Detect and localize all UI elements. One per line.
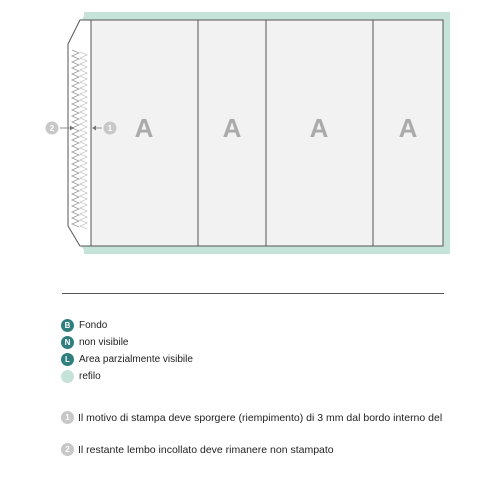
note-1-badge: 1 [61, 411, 74, 424]
legend-badge-b: B [61, 319, 74, 332]
panel-letter-2: A [222, 113, 242, 143]
legend-label: refilo [79, 371, 101, 382]
legend-item-non-visibile [61, 334, 193, 351]
legend-item-fondo [61, 317, 193, 334]
legend-label: Area parzialmente visibile [79, 354, 193, 365]
note-1-text: Il motivo di stampa deve sporgere (riempimento) di 3 mm dal bordo interno del [78, 411, 443, 424]
callout-2-number: 2 [49, 124, 55, 133]
legend-swatch-refilo [61, 370, 74, 383]
legend-badge-l: L [61, 353, 74, 366]
note-2 [61, 443, 334, 456]
legend-label: Fondo [79, 320, 108, 331]
panel-letter-4: A [398, 113, 418, 143]
panel-letter-3: A [309, 113, 329, 143]
panel-letter-1: A [134, 113, 154, 143]
section-divider [62, 293, 444, 294]
note-2-text: Il restante lembo incollato deve rimanere non stampato [78, 443, 334, 456]
callout-1-number: 1 [107, 124, 113, 133]
note-2-badge: 2 [61, 443, 74, 456]
legend-item-area-parzialmente-visibile [61, 351, 193, 368]
legend-item-refilo [61, 368, 193, 385]
legend-badge-n: N [61, 336, 74, 349]
legend [61, 317, 193, 385]
legend-label: non visibile [79, 337, 129, 348]
note-1 [61, 411, 454, 424]
